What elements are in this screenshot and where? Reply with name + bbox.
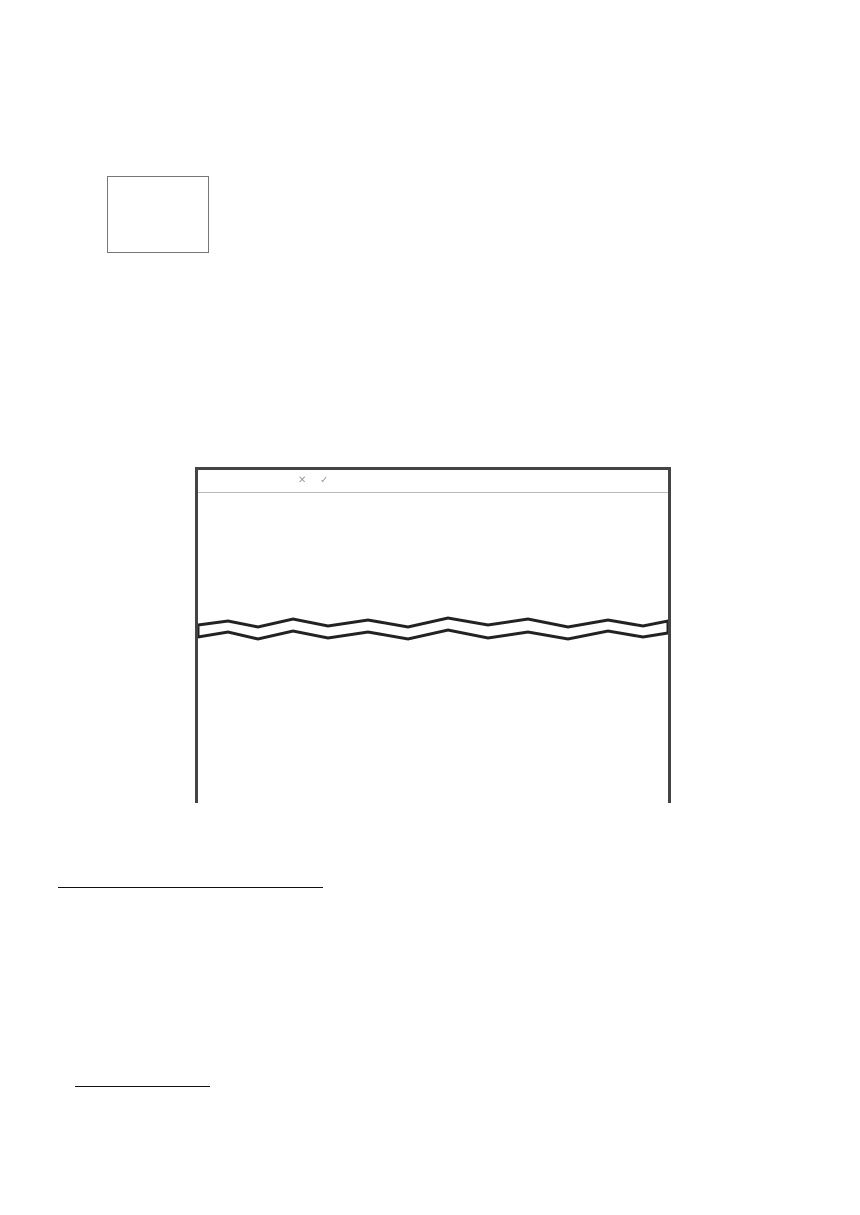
spreadsheet-figure	[195, 467, 671, 803]
code-line-blank	[75, 1075, 220, 1092]
answer-blank	[58, 873, 323, 888]
torn-edge	[198, 613, 668, 641]
confirm-icon: ✓	[320, 475, 329, 486]
formula-bar	[198, 470, 668, 493]
answer-blank-1	[75, 1086, 210, 1087]
answer-box	[107, 176, 209, 253]
part-1-text-cont	[58, 873, 323, 892]
cancel-icon: ✕	[298, 475, 307, 486]
